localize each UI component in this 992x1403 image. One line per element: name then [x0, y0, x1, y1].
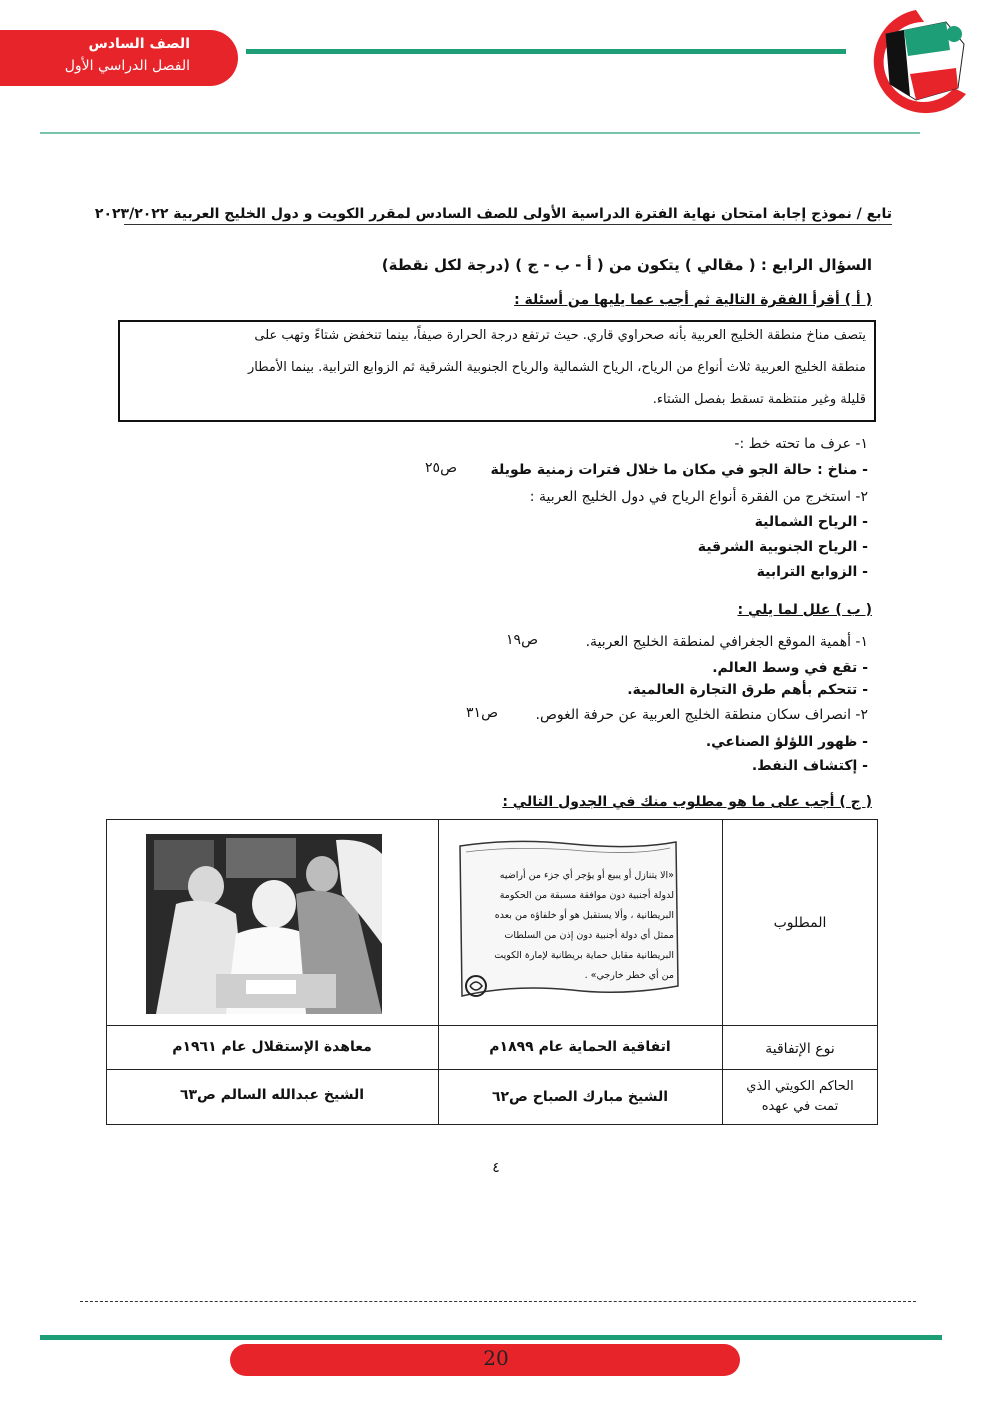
part-b-q2-page: ص٣١ — [466, 705, 498, 721]
part-b-q2-answer: - إكتشاف النفط. — [751, 758, 868, 774]
part-b-q1-answer: - تتحكم بأهم طرق التجارة العالمية. — [627, 682, 868, 698]
page-number: 20 — [483, 1346, 509, 1370]
col2-ruler: الشيخ عبدالله السالم ص٦٣ — [179, 1087, 365, 1103]
header-separator — [40, 132, 920, 134]
doc-line: البريطانية ، وألا يستقبل هو أو خلفاؤه من بعده — [494, 910, 674, 921]
row-label-required: المطلوب — [773, 915, 827, 931]
col1-type: اتفاقية الحماية عام ١٨٩٩م — [489, 1039, 671, 1055]
header-divider — [246, 49, 846, 54]
grade-tab — [0, 30, 238, 86]
doc-line: البريطانية مقابل حماية بريطانية لإمارة الكويت — [494, 950, 674, 961]
part-b-q2: ٢- انصراف سكان منطقة الخليج العربية عن حرفة الغوص. — [535, 707, 868, 723]
kuwait-logo-icon — [846, 4, 976, 114]
footer-dashed-line — [80, 1301, 916, 1302]
row-label-type: نوع الإتفاقية — [765, 1041, 835, 1057]
doc-line: «الا يتنازل أو يبيع أو يؤجر أي جزء من أراضيه — [499, 870, 674, 881]
part-a-q2-answer: - الرياح الجنوبية الشرقية — [697, 539, 868, 555]
paragraph-box — [118, 320, 876, 422]
treaty-document-image — [452, 836, 684, 1012]
question-heading: السؤال الرابع : ( مقالي ) يتكون من ( أ - ب - ج ) (درجة لكل نقطة) — [381, 256, 872, 274]
part-b-q1-answer: - تقع في وسط العالم. — [712, 660, 868, 676]
part-a-q1-answer: - مناخ : حالة الجو في مكان ما خلال فترات زمنية طويلة — [490, 462, 868, 478]
grade-label: الصف السادس — [88, 36, 190, 52]
paragraph-line: قليلة وغير منتظمة تسقط بفصل الشتاء. — [652, 392, 866, 407]
doc-line: ممثل أي دولة أجنبية دون إذن من السلطات — [504, 930, 674, 941]
part-c-heading: ( ج ) أجب على ما هو مطلوب منك في الجدول التالي : — [502, 794, 872, 810]
doc-line: لدولة أجنبية دون موافقة مسبقة من الحكومة — [499, 890, 674, 901]
part-b-q1-page: ص١٩ — [506, 632, 538, 648]
part-a-q2: ٢- استخرج من الفقرة أنواع الرياح في دول الخليج العربية : — [529, 489, 868, 505]
doc-line: من أي خطر خارجي» . — [584, 970, 674, 981]
paragraph-line: منطقة الخليج العربية ثلاث أنواع من الرياح، الرياح الشمالية والرياح الجنوبية الشرقية ثم الزوابع الترابية. بينما الأمطار — [248, 360, 866, 375]
paragraph-line: يتصف مناخ منطقة الخليج العربية بأنه صحراوي قاري. حيث ترتفع درجة الحرارة صيفاً، بينما تنخفض شتاءً وتهب على — [254, 328, 866, 343]
inner-page-number: ٤ — [492, 1160, 500, 1176]
page-title: تابع / نموذج إجابة امتحان نهاية الفترة الدراسية الأولى للصف السادس لمقرر الكويت و دول الخليج العربية ٢٠٢٣/٢٠٢٢ — [94, 206, 892, 222]
part-a-q2-answer: - الزوابع الترابية — [756, 564, 868, 580]
part-b-heading: ( ب ) علل لما يلي : — [737, 602, 872, 618]
part-a-q1: ١- عرف ما تحته خط :- — [734, 436, 868, 452]
part-b-q2-answer: - ظهور اللؤلؤ الصناعي. — [705, 734, 868, 750]
part-a-q2-answer: - الرياح الشمالية — [754, 514, 868, 530]
signing-photo-image — [146, 834, 382, 1014]
row-label-ruler-2: تمت في عهده — [761, 1099, 839, 1114]
title-underline — [124, 224, 892, 225]
col2-type: معاهدة الإستقلال عام ١٩٦١م — [172, 1039, 372, 1055]
footer-divider — [40, 1335, 942, 1340]
col1-ruler: الشيخ مبارك الصباح ص٦٢ — [491, 1089, 669, 1105]
part-b-q1: ١- أهمية الموقع الجغرافي لمنطقة الخليج العربية. — [585, 634, 868, 650]
row-label-ruler-1: الحاكم الكويتي الذي — [746, 1079, 854, 1094]
part-a-heading: ( أ ) أقرأ الفقرة التالية ثم أجب عما يليها من أسئلة : — [514, 292, 872, 308]
part-a-q1-page: ص٢٥ — [425, 460, 457, 476]
term-label: الفصل الدراسي الأول — [64, 58, 190, 74]
